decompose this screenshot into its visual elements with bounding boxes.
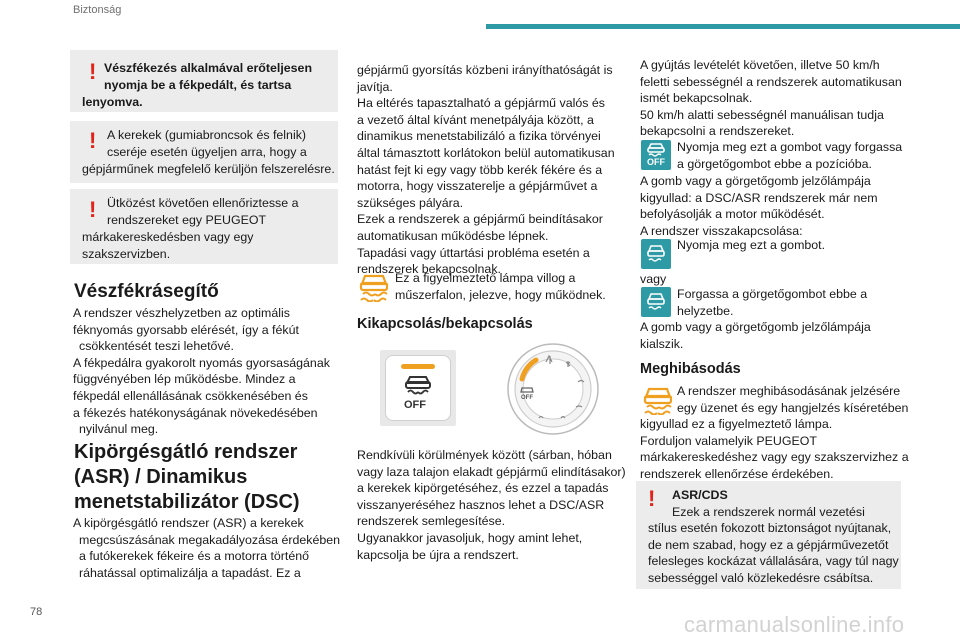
heading-asr-dsc <box>74 440 300 515</box>
text-line: helyzetbe. <box>677 303 734 318</box>
text-line: automatikusan működésbe lépnek. <box>357 228 549 243</box>
button-off-label: OFF <box>404 399 426 411</box>
text-line: A gomb vagy a görgetőgomb jelzőlámpája <box>640 320 871 334</box>
note-line: szakszervizben. <box>82 247 171 261</box>
section-header: Biztonság <box>73 4 122 16</box>
note-title: ASR/CDS <box>672 488 728 502</box>
note-line: de nem szabad, hogy ez a gépjárművezetőt <box>648 537 889 552</box>
watermark: carmanualsonline.info <box>684 612 905 637</box>
text-line: ráhatással optimalizálja a tapadást. Ez a <box>79 565 301 580</box>
text-line: a futókerekek fékeire és a motorra történő <box>79 549 310 564</box>
text-line: dinamikus menetstabilizáló a fizika törvényei <box>357 129 601 144</box>
text-line: megcsúszásának megakadályozása érdekében <box>79 532 341 547</box>
paragraph-off-result <box>640 173 910 239</box>
text-line: kialszik. <box>640 336 684 351</box>
text-line: hatást fejt ki egy vagy több kerék fékére és a <box>357 162 603 177</box>
text-line: Ugyanakkor javasoljuk, hogy amint lehet, <box>357 530 583 545</box>
text-line: által támasztott korlátokon belül automatikusan <box>357 145 615 160</box>
note-line: felesleges kockázat vállalására, vagy túl nagy <box>648 554 899 569</box>
paragraph-dsc-description <box>357 62 627 278</box>
skid-car-icon <box>646 245 666 263</box>
heading-line: (ASR) / Dinamikus <box>74 466 248 488</box>
text-line: fékpedál ellenállásának csökkenésében és <box>73 388 308 403</box>
text-line: vagy laza talajon elakadt gépjármű elindításakor) <box>357 464 626 479</box>
heading-line: Kipörgésgátló rendszer <box>74 441 298 463</box>
skid-car-icon <box>403 374 433 398</box>
paragraph-emergency-brake-assist <box>73 305 343 438</box>
terrain-rotary-knob <box>506 342 600 436</box>
skid-warning-lamp-icon <box>641 385 675 415</box>
text-line: Nyomja meg ezt a gombot vagy forgassa <box>677 140 903 154</box>
note-line: stílus esetén fokozott biztonságot nyújtanak, <box>648 521 892 536</box>
text-line: rendszerek semlegesítése. <box>357 514 506 529</box>
on-instruction-knob <box>677 286 917 319</box>
text-line: bekapcsolni a rendszereket. <box>640 124 795 139</box>
text-line: Ha eltérés tapasztalható a gépjármű valós és <box>357 96 605 111</box>
button-indicator-light <box>401 364 435 369</box>
dsc-off-icon <box>641 140 671 170</box>
text-line: 50 km/h alatti sebességnél manuálisan tudja <box>640 107 884 122</box>
text-line: ismét bekapcsolnak. <box>640 91 753 106</box>
warning-note-asr-cds <box>636 481 901 589</box>
fault-description <box>677 383 917 416</box>
skid-car-icon <box>646 293 666 311</box>
text-line: Forduljon valamelyik PEUGEOT <box>640 433 817 448</box>
knob-off-label: OFF <box>521 395 533 401</box>
lamp-description <box>395 270 630 303</box>
text-line: Forgassa a görgetőgombot ebbe a <box>677 287 868 301</box>
exclamation-icon: ! <box>89 197 97 222</box>
text-line: a görgetőgombot ebbe a pozícióba. <box>677 156 872 171</box>
paragraph-deactivation <box>357 447 632 563</box>
note-line: cseréje esetén ügyeljen arra, hogy a <box>107 145 307 159</box>
text-line: Ez a figyelmeztető lámpa villog a <box>395 271 576 285</box>
text-line: egy üzenet és egy hangjelzés kíséretében <box>677 400 909 415</box>
text-line: rendszerek bekapcsolnak. <box>357 262 501 277</box>
note-line: sebességgel való közlekedésre csábítsa. <box>648 570 874 585</box>
note-line: A kerekek (gumiabroncsok és felnik) <box>107 128 307 142</box>
text-line: visszanyeréséhez hasznos lehet a DSC/ASR <box>357 497 605 512</box>
or-text: vagy <box>640 272 667 286</box>
page-number: 78 <box>30 606 43 618</box>
text-line: rendszerek ellenőrzése érdekében. <box>640 466 834 481</box>
on-instruction-button: Nyomja meg ezt a gombot. <box>677 238 826 252</box>
text-line: féknyomás gyorsabb elérését, így a fékút <box>73 322 299 337</box>
text-line: kigyullad: a DSC/ASR rendszerek már nem <box>640 190 878 205</box>
skid-warning-lamp-icon <box>357 272 391 302</box>
paragraph-reactivation <box>640 57 910 140</box>
warning-note-wheels <box>70 121 338 183</box>
text-line: a kerekek kipörgetéséhez, és ezzel a tapadás <box>357 481 609 496</box>
dsc-off-button <box>380 350 456 426</box>
text-line: befolyásolják a motor működését. <box>640 207 825 222</box>
heading-line: menetstabilizátor (DSC) <box>74 491 300 513</box>
heading-malfunction: Meghibásodás <box>640 361 741 377</box>
exclamation-icon: ! <box>89 128 97 153</box>
exclamation-icon: ! <box>648 486 656 511</box>
icon-off-label: OFF <box>647 157 665 167</box>
dsc-on-icon <box>641 239 671 269</box>
text-line: nyilvánul meg. <box>79 422 159 437</box>
text-line: függvényében lép működésbe. Mindez a <box>73 372 296 387</box>
text-line: javítja. <box>357 79 393 94</box>
text-line: kapcsolja be újra a rendszert. <box>357 547 519 562</box>
text-line: Tapadási vagy úttartási probléma esetén a <box>357 245 590 260</box>
text-line: Rendkívüli körülmények között (sárban, hóban <box>357 448 612 462</box>
skid-car-icon <box>646 143 666 157</box>
exclamation-icon: ! <box>89 59 97 84</box>
note-body <box>648 487 898 587</box>
paragraph-asr-intro <box>73 515 348 581</box>
note-line: Ezek a rendszerek normál vezetési <box>672 504 865 519</box>
note-line: nyomja be a fékpedált, és tartsa <box>104 78 292 92</box>
text-line: A rendszer meghibásodásának jelzésére <box>677 384 901 398</box>
text-line: Ezek a rendszerek a gépjármű beindításakor <box>357 212 603 227</box>
text-line: márkakereskedéshez vagy egy szakszervizhez a <box>640 450 909 465</box>
note-line: Vészfékezés alkalmával erőteljesen <box>104 61 313 75</box>
text-line: feletti sebességnél a rendszerek automatikusan <box>640 74 902 89</box>
paragraph-malfunction <box>640 416 915 482</box>
text-line: A rendszer visszakapcsolása: <box>640 223 803 238</box>
text-line: A gomb vagy a görgetőgomb jelzőlámpája <box>640 174 871 188</box>
text-line: motorra, hogy visszaterelje a gépjárművet a <box>357 179 598 194</box>
text-line: a fékezés hatékonyságának növekedésében <box>73 405 318 420</box>
dsc-on-knob-icon <box>641 287 671 317</box>
text-line: gépjármű gyorsítás közbeni irányíthatóságát is <box>357 63 613 77</box>
text-line: A gyújtás levételét követően, illetve 50 km/h <box>640 58 880 72</box>
note-line: gépjárműnek megfelelő kerüljön felszerelésre. <box>82 162 335 176</box>
note-line: márkakereskedésben vagy egy <box>82 230 254 244</box>
text-line: műszerfalon, jelezve, hogy működnek. <box>395 287 606 302</box>
header-accent-bar <box>486 24 960 29</box>
heading-deactivation: Kikapcsolás/bekapcsolás <box>357 316 533 332</box>
note-line: rendszereket egy PEUGEOT <box>107 213 267 227</box>
text-line: A kipörgésgátló rendszer (ASR) a kerekek <box>73 516 304 530</box>
text-line: a vezető által kívánt menetpályája között, a <box>357 112 594 127</box>
text-line: A fékpedálra gyakorolt nyomás gyorsaságának <box>73 355 330 370</box>
warning-note-emergency-braking <box>70 50 338 112</box>
off-instruction <box>677 139 917 172</box>
heading-emergency-brake-assist: Vészfékrásegítő <box>74 281 219 302</box>
text-line: csökkentését teszi lehetővé. <box>79 339 234 354</box>
text-line: kigyullad ez a figyelmeztető lámpa. <box>640 417 833 431</box>
paragraph-on-result <box>640 319 910 352</box>
note-line: Ütközést követően ellenőriztesse a <box>107 196 299 210</box>
warning-note-collision <box>70 189 338 264</box>
note-line: lenyomva. <box>82 95 143 109</box>
text-line: szükséges pályára. <box>357 195 464 210</box>
text-line: A rendszer vészhelyzetben az optimális <box>73 306 290 320</box>
